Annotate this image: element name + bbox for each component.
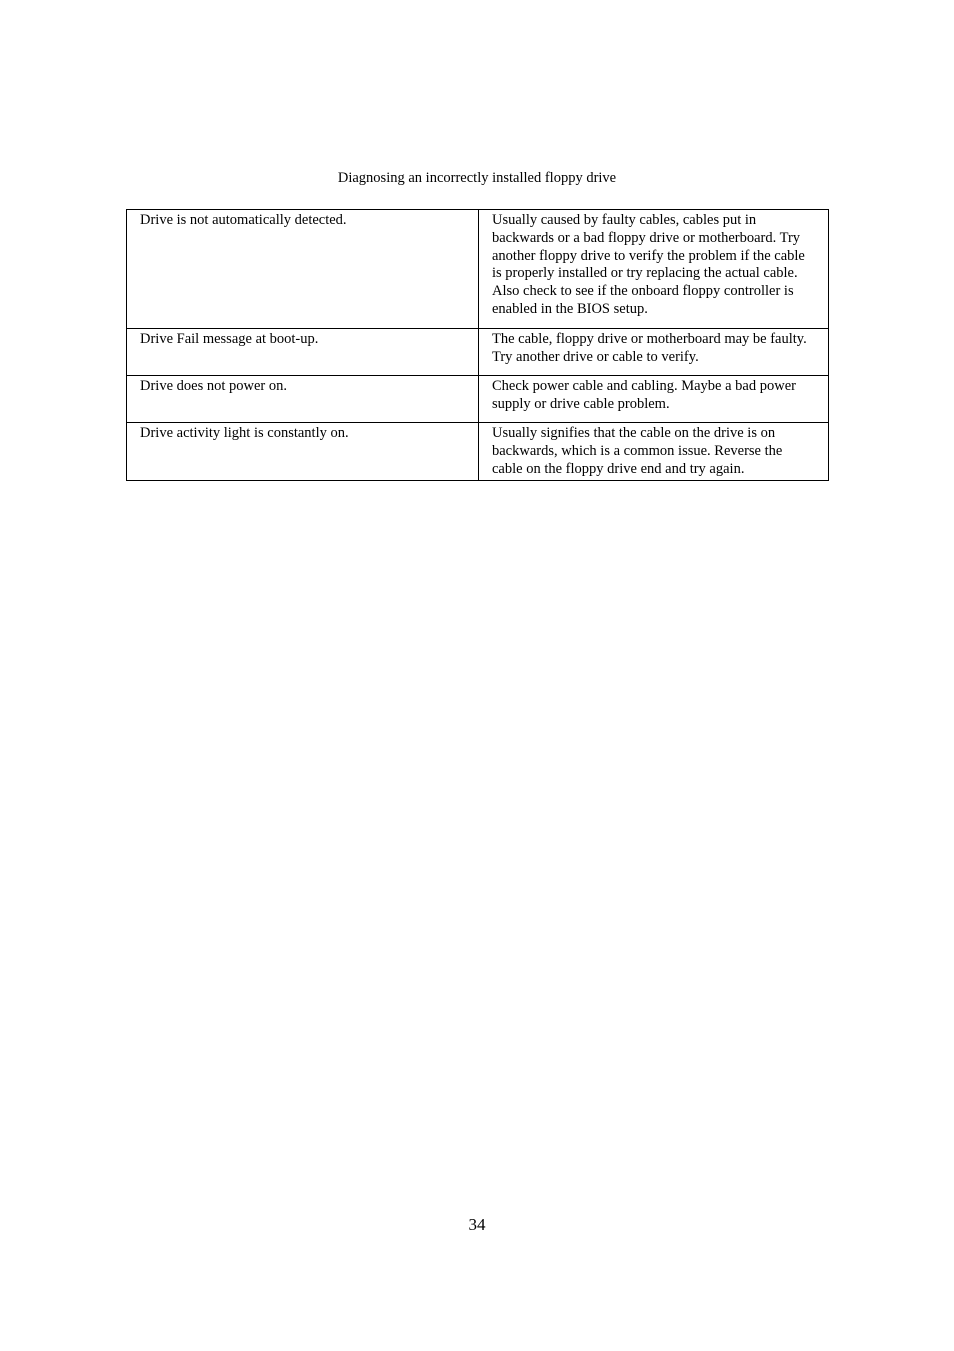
- table-caption: Diagnosing an incorrectly installed floppy drive: [337, 170, 617, 186]
- table-row: [127, 329, 829, 376]
- problem-cell: Drive does not power on.: [127, 376, 479, 423]
- solution-cell: Usually signifies that the cable on the drive is on backwards, which is a common issue. Reverse the cable on the floppy drive end and try again.: [479, 423, 829, 481]
- problem-cell: Drive Fail message at boot-up.: [127, 329, 479, 376]
- table-row: [127, 210, 829, 329]
- table-row: [127, 376, 829, 423]
- solution-cell: Usually caused by faulty cables, cables put in backwards or a bad floppy drive or motherboard. Try another floppy drive to verify the problem if the cable is properly installed or try replacing the actual cable. Also check to see if the onboard floppy controller is enabled in the BIOS setup.: [479, 210, 829, 329]
- problem-cell: Drive activity light is constantly on.: [127, 423, 479, 481]
- solution-cell: The cable, floppy drive or motherboard may be faulty. Try another drive or cable to verify.: [479, 329, 829, 376]
- solution-cell: Check power cable and cabling. Maybe a bad power supply or drive cable problem.: [479, 376, 829, 423]
- page-number: 34: [468, 1215, 486, 1234]
- diagnosis-table: [126, 209, 829, 481]
- problem-cell: Drive is not automatically detected.: [127, 210, 479, 329]
- table-row: [127, 423, 829, 481]
